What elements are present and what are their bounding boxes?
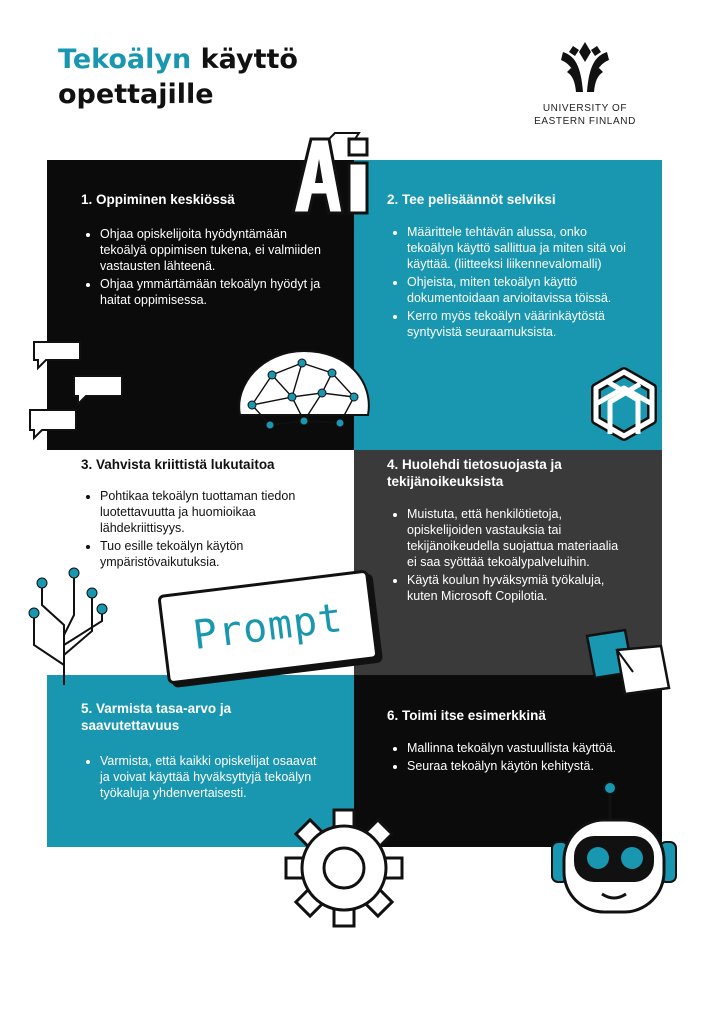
section-1-bullet-1: • Ohjaa opiskelijoita hyödyntämään tekoälyä oppimisen tukena, ei valmiiden vastausten lähteenä. [100,226,332,274]
section-4-bullet-1: • Muistuta, että henkilötietoja, opiskelijoiden vastauksia tai tekijänoikeudella suojattua materiaalia ei saa syöttää tekoälypalveluihin. [407,506,627,570]
section-5-bullet-1: • Varmista, että kaikki opiskelijat osaavat ja voivat käyttää hyväksyttyjä tekoälyn työkaluja yhdenvertaisesti. [100,753,325,801]
prompt-sign-text: Prompt [190,595,346,659]
title-rest: käyttö [191,44,298,75]
section-1-bullet-2: • Ohjaa ymmärtämään tekoälyn hyödyt ja haitat oppimisessa. [100,276,332,308]
copilot-logo-icon [575,622,675,702]
chat-bubbles-icon [26,338,136,448]
section-4-heading: 4. Huolehdi tietosuojasta ja tekijänoikeuksista [387,457,562,489]
section-2-list [388,224,627,342]
section-2-bullet-3: • Kerro myös tekoälyn väärinkäytöstä syntyvistä seuraamuksista. [407,308,627,340]
uef-tree-icon [557,40,613,96]
section-2-bullet-1: • Määrittele tehtävän alussa, onko tekoälyn käyttö sallittua ja miten sitä voi käyttää. (liitteeksi liikennevalomalli) [407,224,627,272]
neural-network-icon [232,345,377,440]
page-title [58,42,298,112]
logo-text-line1: UNIVERSITY OF [542,103,628,114]
section-4-bullet-2: • Käytä koulun hyväksymiä työkaluja, kuten Microsoft Copilotia. [407,572,627,604]
ai-letters-icon [285,125,380,220]
section-3-heading: 3. Vahvista kriittistä lukutaitoa [81,457,275,472]
robot-icon [548,778,682,923]
knot-logo-icon [578,362,670,457]
section-5-heading: 5. Varmista tasa-arvo ja saavutettavuus [81,701,232,733]
section-6-bullet-2: • Seuraa tekoälyn käytön kehitystä. [407,758,637,774]
section-6-bullet-1: • Mallinna tekoälyn vastuullista käyttöä. [407,740,637,756]
gear-icon [282,806,406,930]
section-2-heading: 2. Tee pelisäännöt selviksi [387,192,556,207]
section-1-heading: 1. Oppiminen keskiössä [81,192,235,207]
university-logo [520,40,650,128]
section-1-list [81,226,332,310]
title-accent: Tekoälyn [58,44,192,75]
section-3-list [81,488,320,572]
section-6-list [388,740,637,776]
logo-text-line2: EASTERN FINLAND [534,116,636,127]
section-6-heading: 6. Toimi itse esimerkkinä [387,708,546,723]
section-3-bullet-1: • Pohtikaa tekoälyn tuottaman tiedon luotettavuutta ja huomioikaa lähdekriittisyys. [100,488,320,536]
section-4-list [388,506,627,606]
circuit-tree-icon [14,565,114,685]
section-5-list [81,753,325,803]
section-3-bullet-2: • Tuo esille tekoälyn käytön ympäristövaikutuksia. [100,538,320,570]
section-2-bullet-2: • Ohjeista, miten tekoälyn käyttö dokumentoidaan arvioitavissa töissä. [407,274,627,306]
title-line2: opettajille [58,79,214,110]
